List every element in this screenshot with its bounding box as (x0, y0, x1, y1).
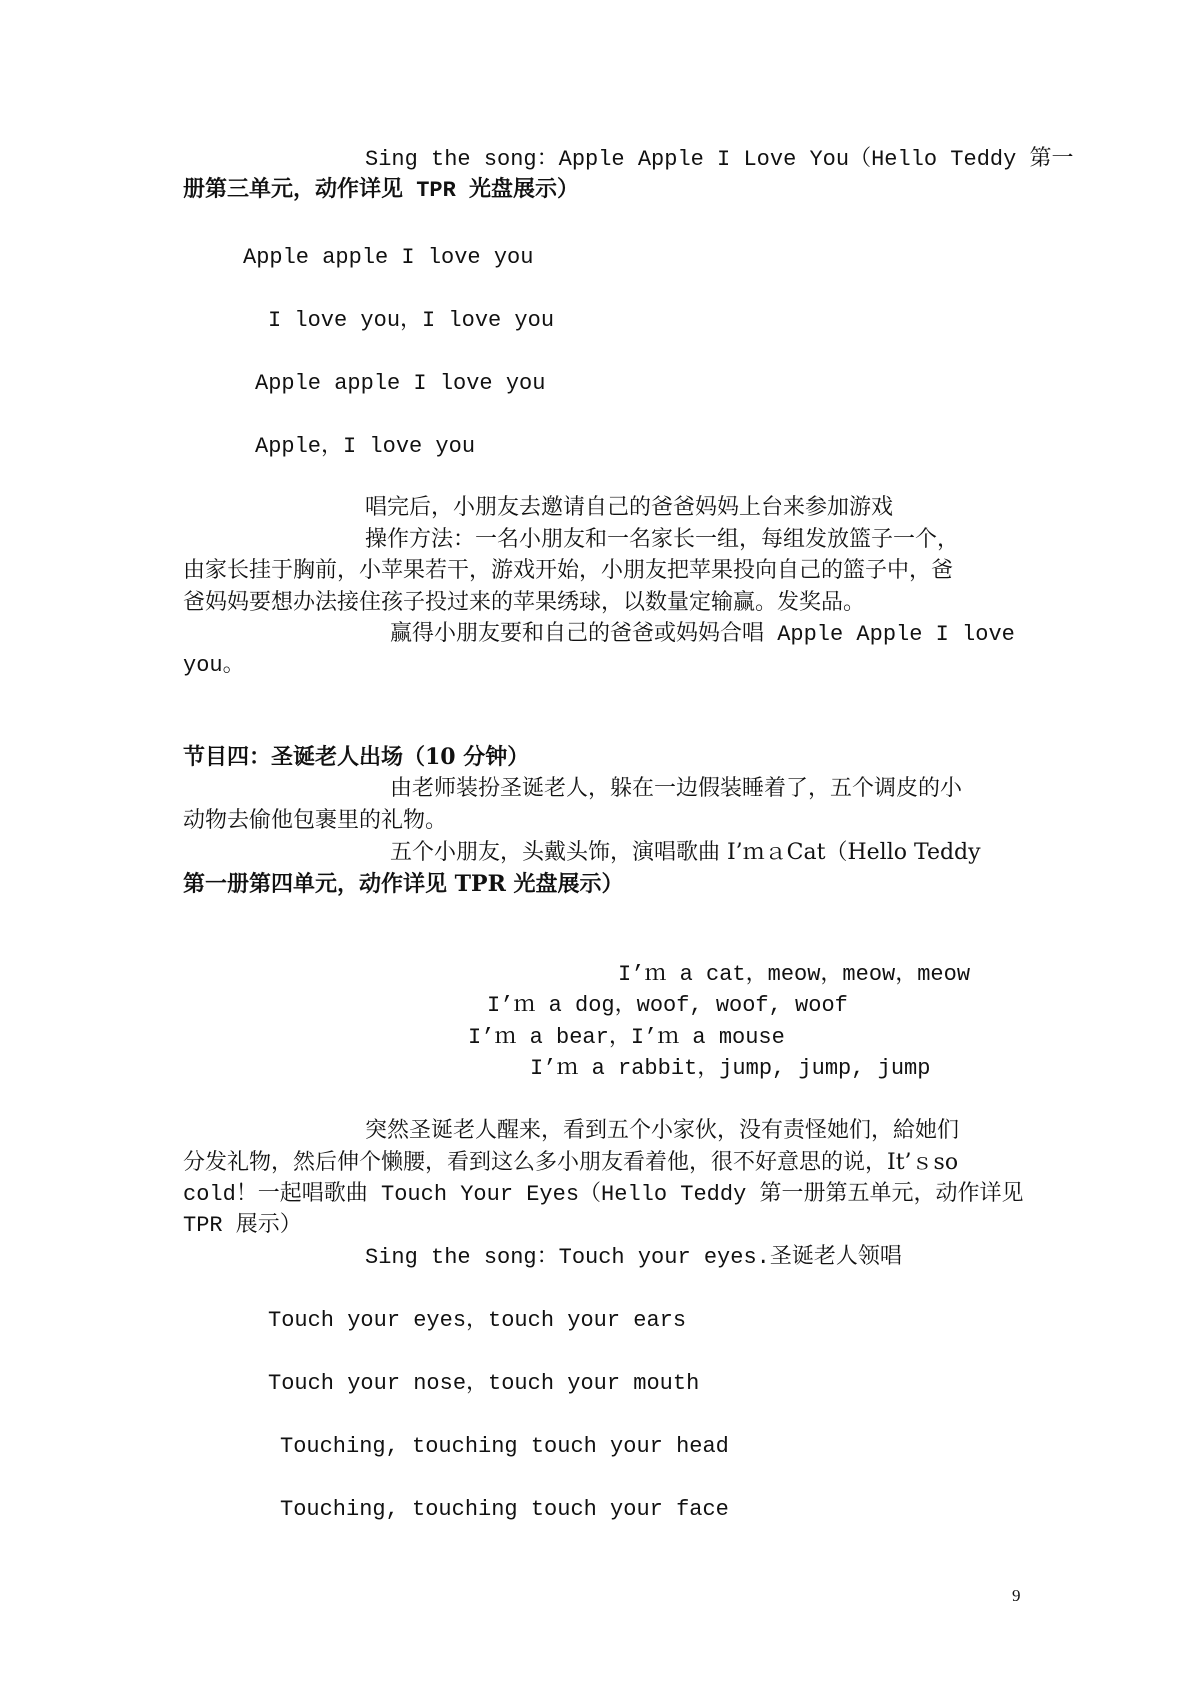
lyric-line: Apple，I love you (255, 434, 476, 459)
page-number: 9 (1012, 1586, 1021, 1605)
song1-intro-line2: 册第三单元，动作详见 TPR 光盘展示） (183, 178, 580, 203)
section4-text-line: 第一册第四单元，动作详见 TPR 光盘展示） (183, 871, 624, 897)
section4-text-line: 由老师装扮圣诞老人，躲在一边假装睡着了，五个调皮的小 (390, 776, 963, 801)
game-text-line: you。 (183, 653, 245, 678)
song2-intro: Sing the song：Touch your eyes.圣诞老人领唱 (365, 1245, 902, 1270)
game-text-line: 操作方法：一名小朋友和一名家长一组，每组发放篮子一个， (365, 527, 960, 552)
game-text-line: 由家长挂于胸前，小苹果若干，游戏开始，小朋友把苹果投向自己的篮子中，爸 (183, 558, 954, 583)
lyric-line: Apple apple I love you (255, 371, 546, 396)
song1-intro-line1: Sing the song：Apple Apple I Love You（Hello Teddy 第一 (365, 147, 1074, 172)
touch-lyric-line: Touching, touching touch your head (280, 1434, 729, 1459)
section4-text-line: 突然圣诞老人醒来，看到五个小家伙，没有责怪她们，給她们 (365, 1118, 960, 1143)
game-text-line: 爸妈妈要想办法接住孩子投过来的苹果绣球，以数量定输赢。发奖品。 (183, 590, 866, 615)
section4-text-line: 动物去偷他包裹里的礼物。 (183, 808, 448, 833)
section4-text-line: cold！一起唱歌曲 Touch Your Eyes（Hello Teddy 第一册第五单元，动作详见 (183, 1182, 1024, 1207)
section4-text-line: TPR 展示） (183, 1213, 302, 1238)
touch-lyric-line: Touch your nose，touch your mouth (268, 1371, 700, 1396)
cat-lyric-line: I’ｍ a cat，meow，meow，meow (618, 962, 971, 987)
cat-lyric-line: I’ｍ a dog，woof, woof, woof (487, 993, 848, 1018)
game-text-line: 唱完后，小朋友去邀请自己的爸爸妈妈上台来参加游戏 (365, 495, 894, 520)
section-heading: 节目四：圣诞老人出场（10 分钟） (183, 744, 530, 770)
game-text-line: 赢得小朋友要和自己的爸爸或妈妈合唱 Apple Apple I love (390, 622, 1015, 647)
touch-lyric-line: Touch your eyes，touch your ears (268, 1308, 687, 1333)
section4-text-line: 五个小朋友，头戴头饰，演唱歌曲 I’ｍａCat（Hello Teddy (390, 840, 981, 865)
section4-text-line: 分发礼物，然后伸个懒腰，看到这么多小朋友看着他，很不好意思的说，It’ｓso (183, 1150, 959, 1175)
touch-lyric-line: Touching, touching touch your face (280, 1497, 729, 1522)
cat-lyric-line: I’ｍ a rabbit，jump, jump, jump (530, 1056, 931, 1081)
lyric-line: Apple apple I love you (243, 245, 534, 270)
lyric-line: I love you，I love you (268, 308, 555, 333)
cat-lyric-line: I’ｍ a bear，I’ｍ a mouse (468, 1025, 785, 1050)
